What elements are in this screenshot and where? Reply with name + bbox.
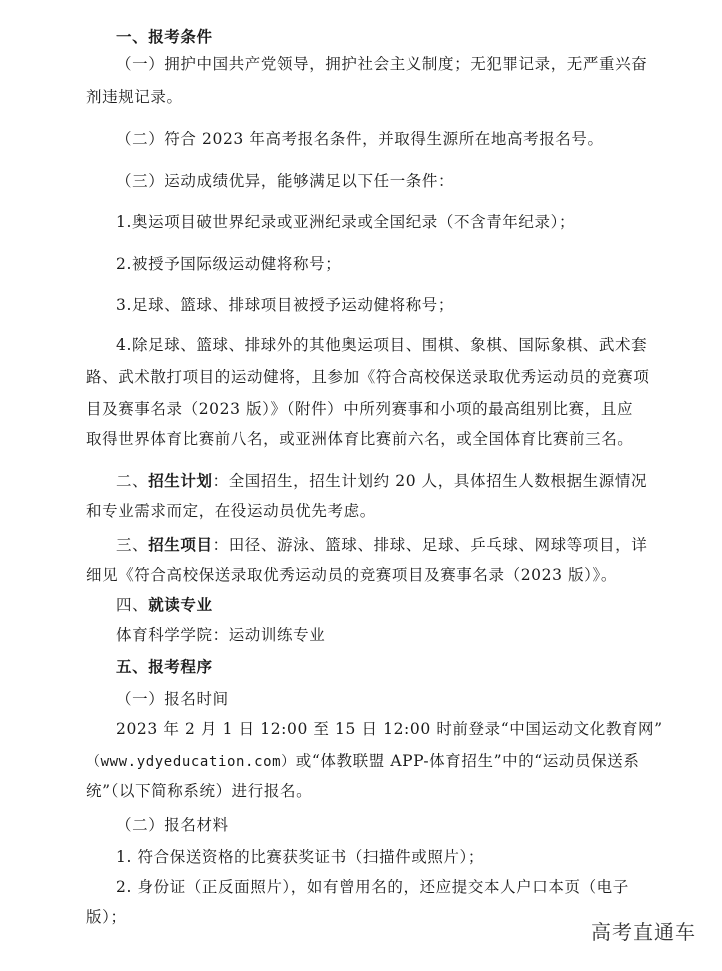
paragraph-line: 目及赛事名录（2023 版）》（附件）中所列赛事和小项的最高组别比赛，且应 <box>86 400 634 418</box>
paragraph-line: （三）运动成绩优异，能够满足以下任一条件： <box>116 172 455 190</box>
watermark-text: 高考直通车 <box>591 920 696 944</box>
section-label-enrollment-plan: 招生计划 <box>148 472 213 490</box>
paragraph-text: 或“体教联盟 APP-体育招生”中的“运动员保送系 <box>295 752 640 770</box>
paragraph-line: 路、武术散打项目的运动健将，且参加《符合高校保送录取优秀运动员的竞赛项 <box>86 368 650 386</box>
paragraph-line: （一）拥护中国共产党领导，拥护社会主义制度；无犯罪记录，无严重兴奋 <box>116 55 648 73</box>
list-item: 1.奥运项目破世界纪录或亚洲纪录或全国纪录（不含青年纪录）； <box>116 213 576 231</box>
list-item: 3.足球、篮球、排球项目被授予运动健将称号； <box>116 296 454 314</box>
website-url: （www.ydyeducation.com） <box>86 754 296 770</box>
paragraph-text: ：田径、游泳、篮球、排球、足球、乒乓球、网球等项目，详 <box>212 536 648 554</box>
paragraph-line: 2023 年 2 月 1 日 12:00 至 15 日 12:00 时前登录“中国运动文化教育网” <box>116 720 663 738</box>
section-prefix: 二、 <box>116 472 149 490</box>
section-label-sports-items: 招生项目 <box>148 536 213 554</box>
paragraph-line: （二）符合 2023 年高考报名条件，并取得生源所在地高考报名号。 <box>116 130 604 148</box>
section-prefix: 三、 <box>116 536 149 554</box>
section-label-major: 就读专业 <box>148 596 213 614</box>
section-prefix: 四、 <box>116 596 149 614</box>
paragraph-text: ：全国招生，招生计划约 20 人，具体招生人数根据生源情况 <box>212 472 648 490</box>
paragraph-line <box>116 470 647 492</box>
paragraph-line: （二）报名材料 <box>116 816 229 834</box>
list-item: 4.除足球、篮球、排球外的其他奥运项目、围棋、象棋、国际象棋、武术套 <box>116 336 648 354</box>
paragraph-line: 剂违规记录。 <box>86 88 183 106</box>
section-heading-procedure: 五、报考程序 <box>116 658 213 676</box>
paragraph-line: 和专业需求而定，在役运动员优先考虑。 <box>86 502 376 520</box>
paragraph-line: 细见《符合高校保送录取优秀运动员的竞赛项目及赛事名录（2023 版）》。 <box>86 566 617 584</box>
paragraph-line <box>116 534 647 556</box>
section-heading-conditions: 一、报考条件 <box>116 28 213 46</box>
paragraph-line: 版）； <box>86 908 127 926</box>
paragraph-line: 体育科学学院：运动训练专业 <box>116 626 326 644</box>
list-item: 2. 身份证（正反面照片），如有曾用名的，还应提交本人户口本页（电子 <box>116 878 629 896</box>
paragraph-line <box>86 750 639 773</box>
list-item: 2.被授予国际级运动健将称号； <box>116 255 342 273</box>
paragraph-line: 统”（以下简称系统）进行报名。 <box>86 782 313 800</box>
paragraph-line: （一）报名时间 <box>116 690 229 708</box>
paragraph-line <box>116 594 213 616</box>
paragraph-line: 取得世界体育比赛前八名，或亚洲体育比赛前六名，或全国体育比赛前三名。 <box>86 430 634 448</box>
list-item: 1. 符合保送资格的比赛获奖证书（扫描件或照片）； <box>116 848 484 866</box>
